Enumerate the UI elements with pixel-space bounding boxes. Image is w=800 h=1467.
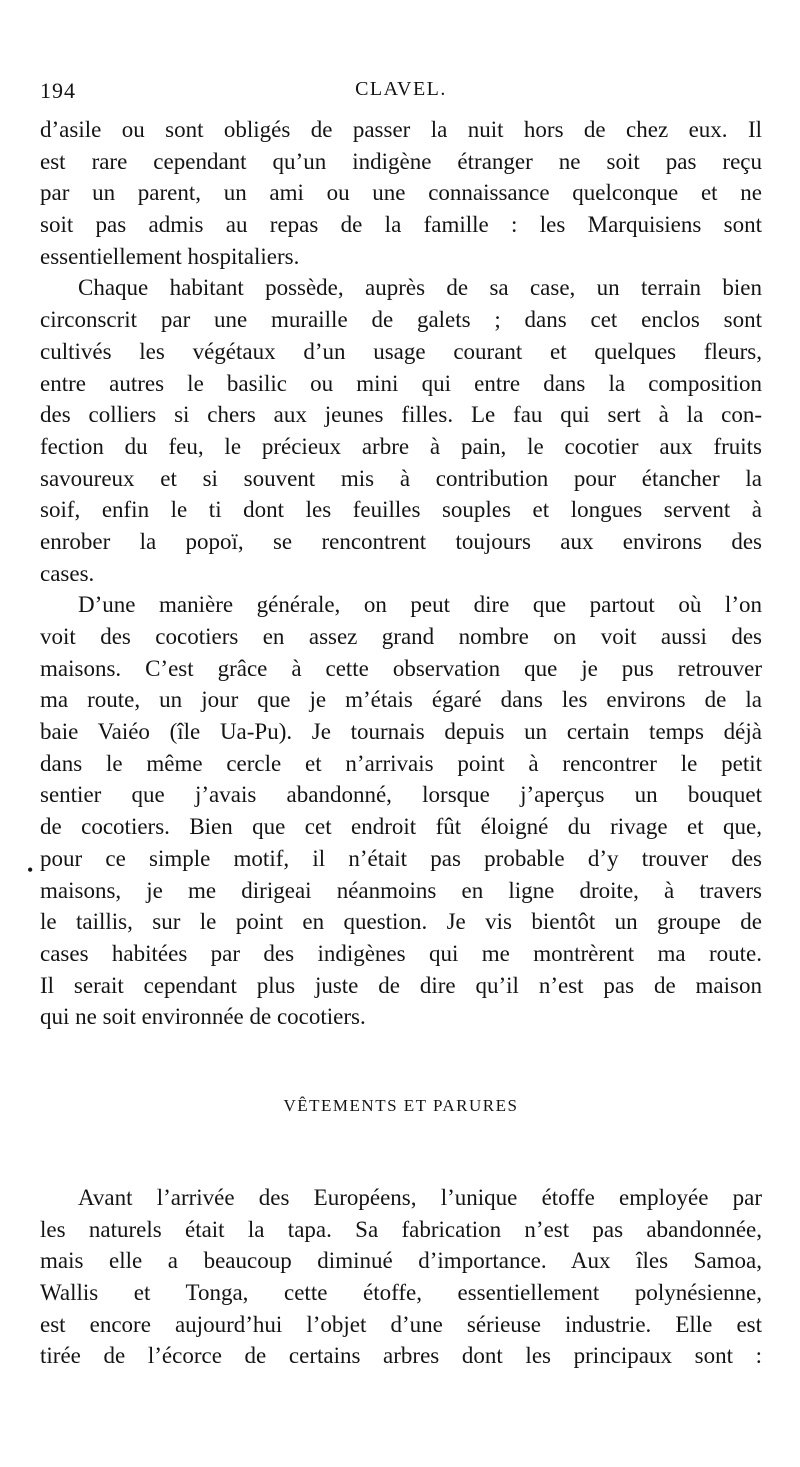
text-line: ma route, un jour que je m’étais égaré dans les environs de la	[40, 687, 762, 713]
section-heading: VÊTEMENTS ET PARURES	[283, 1096, 519, 1115]
text-line: est encore aujourd’hui l’objet d’une sérieuse industrie. Elle est	[40, 1311, 762, 1337]
section-text	[40, 1182, 762, 1372]
text-line: les naturels était la tapa. Sa fabrication n’est pas abandonnée,	[40, 1216, 762, 1242]
text-line: pour ce simple motif, il n’était pas probable d’y trouver des	[40, 845, 762, 871]
text-line: cases habitées par des indigènes qui me montrèrent ma route.	[40, 940, 762, 966]
text-line: Avant l’arrivée des Européens, l’unique étoffe employée par	[78, 1185, 762, 1210]
text-line: savoureux et si souvent mis à contribution pour étancher la	[40, 465, 762, 491]
text-line: des colliers si chers aux jeunes filles. Le fau qui sert à la con-	[40, 402, 762, 428]
text-line: mais elle a beaucoup diminué d’importance. Aux îles Samoa,	[40, 1248, 762, 1274]
text-line: voit des cocotiers en assez grand nombre on voit aussi des	[40, 624, 762, 649]
text-line: de cocotiers. Bien que cet endroit fût éloigné du rivage et que,	[40, 814, 762, 840]
text-line: entre autres le basilic ou mini qui entre dans la composition	[40, 370, 762, 396]
text-line: baie Vaiéo (île Ua-Pu). Je tournais depuis un certain temps déjà	[40, 719, 762, 745]
text-line: D’une manière générale, on peut dire que partout où l’on	[78, 592, 762, 618]
page-header	[40, 78, 762, 106]
text-line: soit pas admis au repas de la famille : les Marquisiens sont	[40, 212, 762, 238]
margin-mark: •	[27, 860, 34, 880]
text-line: sentier que j’avais abandonné, lorsque j’aperçus un bouquet	[40, 782, 762, 808]
text-line: d’asile ou sont obligés de passer la nuit hors de chez eux. Il	[40, 117, 762, 142]
text-line: le taillis, sur le point en question. Je vis bientôt un groupe de	[40, 909, 762, 935]
text-line: par un parent, un ami ou une connaissance quelconque et ne	[40, 180, 762, 206]
text-line: est rare cependant qu’un indigène étranger ne soit pas reçu	[40, 148, 762, 174]
text-line: dans le même cercle et n’arrivais point à rencontrer le petit	[40, 750, 762, 776]
text-line: qui ne soit environnée de cocotiers.	[40, 1004, 366, 1030]
running-head: CLAVEL.	[355, 78, 447, 100]
text-line: fection du feu, le précieux arbre à pain, le cocotier aux fruits	[40, 433, 762, 459]
text-line: cultivés les végétaux d’un usage courant et quelques fleurs,	[40, 338, 762, 364]
text-line: Wallis et Tonga, cette étoffe, essentiellement polynésienne,	[40, 1280, 762, 1306]
text-line: Chaque habitant possède, auprès de sa case, un terrain bien	[78, 275, 762, 301]
text-line: cases.	[40, 560, 95, 586]
text-line: tirée de l’écorce de certains arbres dont les principaux sont :	[40, 1343, 762, 1369]
text-line: soif, enfin le ti dont les feuilles souples et longues servent à	[40, 497, 762, 523]
page-number: 194	[40, 78, 76, 103]
text-line: circonscrit par une muraille de galets ; dans cet enclos sont	[40, 307, 762, 333]
text-line: essentiellement hospitaliers.	[40, 243, 300, 269]
text-line: maisons. C’est grâce à cette observation que je pus retrouver	[40, 655, 762, 681]
text-line: Il serait cependant plus juste de dire qu’il n’est pas de maison	[40, 972, 762, 998]
body-text	[40, 114, 762, 1033]
text-line: enrober la popoï, se rencontrent toujours aux environs des	[40, 528, 762, 554]
text-line: maisons, je me dirigeai néanmoins en ligne droite, à travers	[40, 877, 762, 903]
